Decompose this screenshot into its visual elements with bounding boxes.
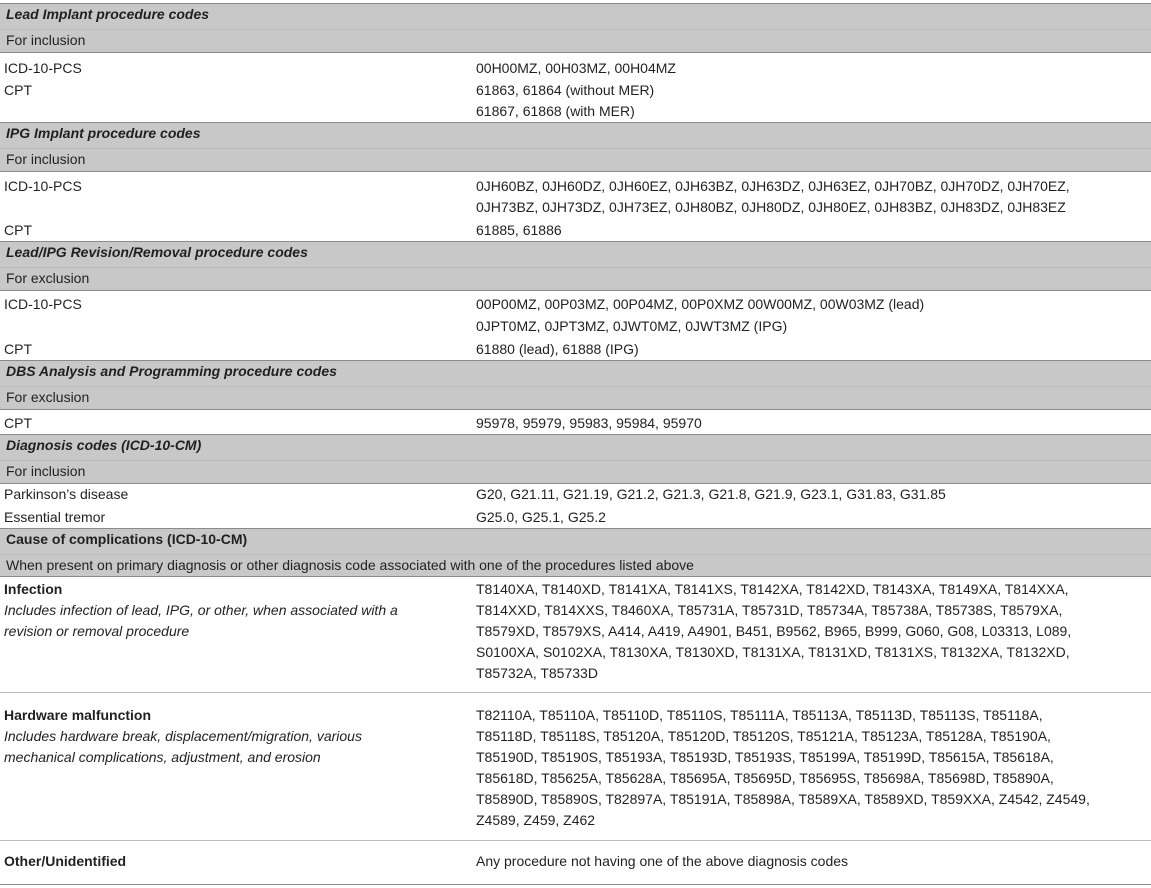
section-subtitle-diagnosis: For inclusion bbox=[0, 461, 1151, 483]
row-divider bbox=[0, 840, 1151, 841]
row-codes: T85618D, T85625A, T85628A, T85695A, T85695D, T85695S, T85698A, T85698D, T85890A, bbox=[476, 770, 1054, 786]
row-codes: 61863, 61864 (without MER) bbox=[476, 82, 655, 98]
section-title-lead-implant: Lead Implant procedure codes bbox=[0, 4, 1151, 29]
row-divider bbox=[0, 692, 1151, 693]
section-divider bbox=[0, 52, 1151, 53]
row-codes: G20, G21.11, G21.19, G21.2, G21.3, G21.8, G21.9, G23.1, G31.83, G31.85 bbox=[476, 486, 946, 502]
row-label: Hardware malfunction bbox=[4, 707, 152, 723]
row-label: CPT bbox=[4, 82, 32, 98]
row-description: Includes infection of lead, IPG, or other, when associated with a bbox=[4, 602, 398, 618]
section-subtitle-complications: When present on primary diagnosis or other diagnosis code associated with one of the procedures listed above bbox=[0, 555, 1151, 576]
row-codes: Z4589, Z459, Z462 bbox=[476, 812, 596, 828]
section-title-complications: Cause of complications (ICD-10-CM) bbox=[0, 529, 1151, 554]
section-title-diagnosis: Diagnosis codes (ICD-10-CM) bbox=[0, 435, 1151, 460]
row-codes: T814XXD, T814XXS, T8460XA, T85731A, T85731D, T85734A, T85738A, T85738S, T8579XA, bbox=[476, 602, 1063, 618]
row-codes: 0JPT0MZ, 0JPT3MZ, 0JWT0MZ, 0JWT3MZ (IPG) bbox=[476, 318, 788, 334]
table-bottom-border bbox=[0, 884, 1151, 885]
row-label: ICD-10-PCS bbox=[4, 60, 82, 76]
row-codes: 61885, 61886 bbox=[476, 222, 562, 238]
row-codes: T8140XA, T8140XD, T8141XA, T8141XS, T8142XA, T8142XD, T8143XA, T8149XA, T814XXA, bbox=[476, 581, 1069, 597]
section-divider bbox=[0, 290, 1151, 291]
row-label: CPT bbox=[4, 222, 32, 238]
row-description: Includes hardware break, displacement/migration, various bbox=[4, 728, 362, 744]
row-codes: 0JH60BZ, 0JH60DZ, 0JH60EZ, 0JH63BZ, 0JH63DZ, 0JH63EZ, 0JH70BZ, 0JH70DZ, 0JH70EZ, bbox=[476, 178, 1070, 194]
row-codes: T85890D, T85890S, T82897A, T85191A, T85898A, T8589XA, T8589XD, T859XXA, Z4542, Z4549, bbox=[476, 791, 1090, 807]
section-title-revision-removal: Lead/IPG Revision/Removal procedure codes bbox=[0, 242, 1151, 267]
row-label: Other/Unidentified bbox=[4, 853, 127, 869]
row-label: Infection bbox=[4, 581, 63, 597]
row-label: Parkinson’s disease bbox=[4, 486, 129, 502]
section-divider bbox=[0, 576, 1151, 577]
row-codes: Any procedure not having one of the above diagnosis codes bbox=[476, 853, 849, 869]
row-label: CPT bbox=[4, 415, 32, 431]
section-subtitle-ipg-implant: For inclusion bbox=[0, 149, 1151, 171]
row-codes: T85118D, T85118S, T85120A, T85120D, T85120S, T85121A, T85123A, T85128A, T85190A, bbox=[476, 728, 1051, 744]
section-subtitle-lead-implant: For inclusion bbox=[0, 30, 1151, 52]
section-divider bbox=[0, 171, 1151, 172]
row-codes: 61867, 61868 (with MER) bbox=[476, 103, 635, 119]
row-label: Essential tremor bbox=[4, 509, 106, 525]
row-description: revision or removal procedure bbox=[4, 623, 190, 639]
section-divider bbox=[0, 409, 1151, 410]
section-subtitle-dbs-analysis: For exclusion bbox=[0, 387, 1151, 409]
row-label: ICD-10-PCS bbox=[4, 178, 82, 194]
row-codes: 61880 (lead), 61888 (IPG) bbox=[476, 341, 639, 357]
section-subtitle-revision-removal: For exclusion bbox=[0, 268, 1151, 290]
row-codes: 00H00MZ, 00H03MZ, 00H04MZ bbox=[476, 60, 676, 76]
section-title-dbs-analysis: DBS Analysis and Programming procedure codes bbox=[0, 361, 1151, 386]
row-codes: S0100XA, S0102XA, T8130XA, T8130XD, T8131XA, T8131XD, T8131XS, T8132XA, T8132XD, bbox=[476, 644, 1070, 660]
row-label: CPT bbox=[4, 341, 32, 357]
row-codes: T82110A, T85110A, T85110D, T85110S, T85111A, T85113A, T85113D, T85113S, T85118A, bbox=[476, 707, 1043, 723]
row-codes: T8579XD, T8579XS, A414, A419, A4901, B451, B9562, B965, B999, G060, G08, L03313, L089, bbox=[476, 623, 1072, 639]
row-codes: G25.0, G25.1, G25.2 bbox=[476, 509, 606, 525]
row-codes: 0JH73BZ, 0JH73DZ, 0JH73EZ, 0JH80BZ, 0JH80DZ, 0JH80EZ, 0JH83BZ, 0JH83DZ, 0JH83EZ bbox=[476, 199, 1066, 215]
section-title-ipg-implant: IPG Implant procedure codes bbox=[0, 123, 1151, 148]
row-codes: T85732A, T85733D bbox=[476, 665, 598, 681]
row-codes: 00P00MZ, 00P03MZ, 00P04MZ, 00P0XMZ 00W00MZ, 00W03MZ (lead) bbox=[476, 296, 925, 312]
row-description: mechanical complications, adjustment, and erosion bbox=[4, 749, 321, 765]
row-label: ICD-10-PCS bbox=[4, 296, 82, 312]
row-codes: 95978, 95979, 95983, 95984, 95970 bbox=[476, 415, 702, 431]
row-codes: T85190D, T85190S, T85193A, T85193D, T85193S, T85199A, T85199D, T85615A, T85618A, bbox=[476, 749, 1054, 765]
